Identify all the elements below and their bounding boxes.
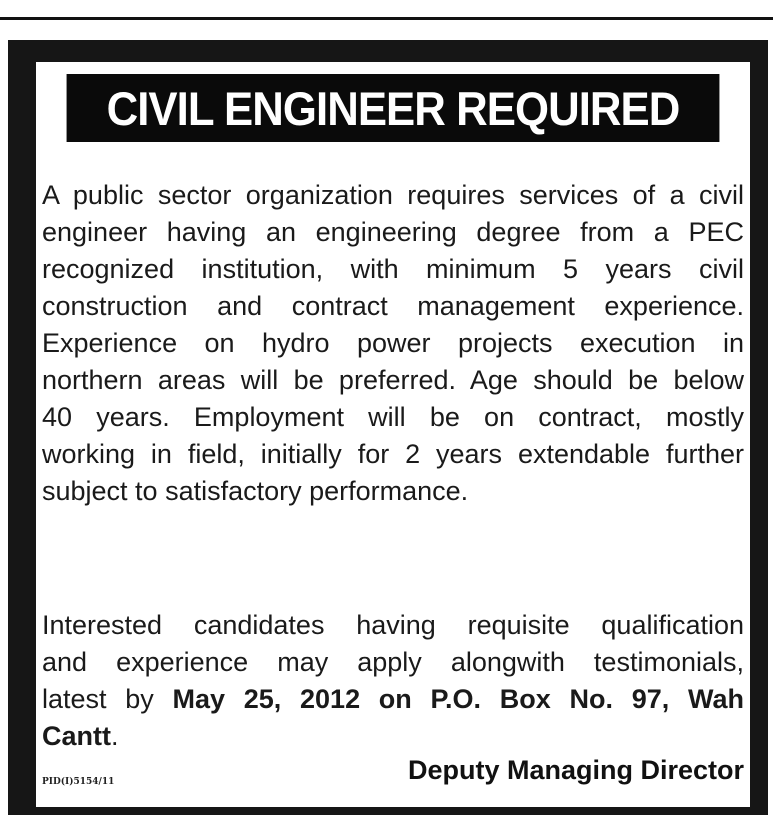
advertisement-frame xyxy=(8,40,768,815)
apply-line-1: Interested candidates having requisite qualification xyxy=(42,610,744,640)
advertisement-body xyxy=(36,62,750,807)
description-line-4: construction and contract management experience. xyxy=(42,291,744,321)
apply-line-2: and experience may apply alongwith testimonials, xyxy=(42,647,744,677)
deadline-city: Cantt xyxy=(42,721,111,751)
description-line-9: subject to satisfactory performance. xyxy=(42,476,469,506)
deadline-date-address: May 25, 2012 on P.O. Box No. 97, Wah xyxy=(172,684,744,714)
deadline-prefix: latest by xyxy=(42,684,154,714)
signatory-title: Deputy Managing Director xyxy=(407,755,744,785)
description-line-5: Experience on hydro power projects execution in xyxy=(42,328,744,358)
description-line-3: recognized institution, with minimum 5 years civil xyxy=(42,254,744,284)
application-instructions xyxy=(42,607,744,755)
description-line-6: northern areas will be preferred. Age should be below xyxy=(42,365,744,395)
reference-code: PID(I)5154/11 xyxy=(42,777,115,787)
job-description xyxy=(42,177,744,510)
top-rule xyxy=(0,0,773,20)
deadline-period: . xyxy=(111,721,119,751)
deadline-line-end xyxy=(42,718,744,755)
description-line-1: A public sector organization requires services of a civil xyxy=(42,180,744,210)
description-line-8: working in field, initially for 2 years extendable further xyxy=(42,439,744,469)
deadline-line xyxy=(42,681,744,718)
description-line-2: engineer having an engineering degree from a PEC xyxy=(42,217,744,247)
headline: CIVIL ENGINEER REQUIRED xyxy=(67,74,720,142)
description-line-7: 40 years. Employment will be on contract, mostly xyxy=(42,402,744,432)
